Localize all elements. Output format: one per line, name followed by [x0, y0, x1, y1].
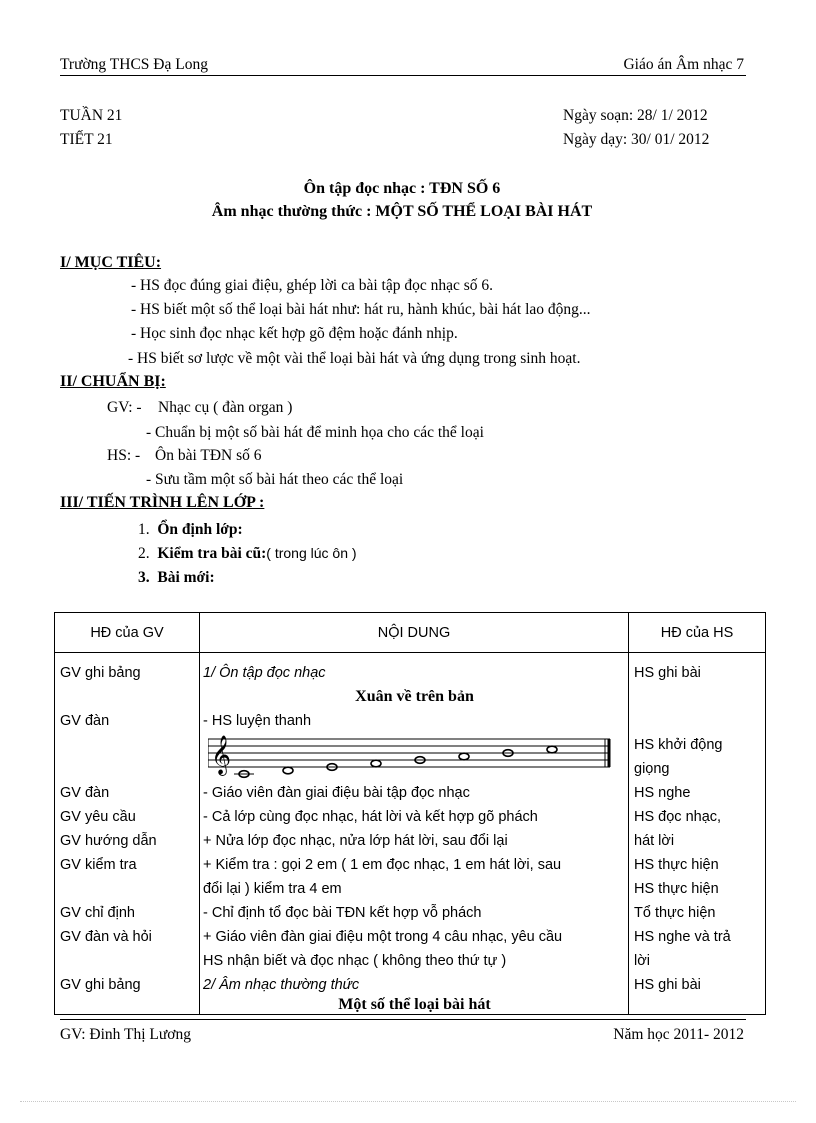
- step-1: [138, 521, 243, 539]
- content-line: - Cả lớp cùng đọc nhạc, hát lời và kết hợp gõ phách: [203, 809, 538, 825]
- hs-label: HS: -: [107, 447, 141, 464]
- content-column: [200, 653, 629, 1015]
- note: [459, 753, 469, 760]
- hs-row: giọng: [634, 761, 670, 777]
- hs-row: HS thực hiện: [634, 881, 719, 897]
- content-line: - Chỉ định tổ đọc bài TĐN kết hợp vỗ phách: [203, 905, 482, 921]
- footer-teacher: GV: Đinh Thị Lương: [60, 1026, 191, 1043]
- gv-column: [55, 653, 200, 1015]
- objective-3: - Học sinh đọc nhạc kết hợp gõ đệm hoặc đánh nhịp.: [131, 325, 458, 342]
- objective-1: - HS đọc đúng giai điệu, ghép lời ca bài tập đọc nhạc số 6.: [131, 277, 494, 294]
- title-line2: Âm nhạc thường thức : MỘT SỐ THỂ LOẠI BÀI HÁT: [211, 203, 593, 220]
- music-staff: [208, 733, 618, 781]
- header-subject: Giáo án Âm nhạc 7: [623, 56, 744, 73]
- hs-row: HS khởi động: [634, 737, 723, 753]
- hs-row: Tổ thực hiện: [634, 905, 716, 921]
- part-1-title: 1/ Ôn tập đọc nhạc: [203, 665, 326, 681]
- lesson-table: [54, 612, 766, 1015]
- step-2-title: Kiểm tra bài cũ:: [157, 545, 267, 562]
- header-divider: [60, 75, 746, 76]
- hs-row: HS ghi bài: [634, 977, 701, 993]
- gv-row: GV yêu cầu: [60, 809, 136, 825]
- objective-2: - HS biết một số thể loại bài hát như: hát ru, hành khúc, bài hát lao động...: [131, 301, 591, 318]
- gv-prep-2: - Chuẩn bị một số bài hát để minh họa cho các thể loại: [146, 424, 484, 441]
- part-2-title: 2/ Âm nhạc thường thức: [203, 977, 360, 993]
- gv-row: GV kiểm tra: [60, 857, 137, 873]
- prep-date: Ngày soạn: 28/ 1/ 2012: [563, 107, 708, 124]
- note: [283, 767, 293, 774]
- hs-row: HS nghe và trả: [634, 929, 731, 945]
- gv-prep-1: Nhạc cụ ( đàn organ ): [158, 399, 293, 416]
- hs-row: HS ghi bài: [634, 665, 701, 681]
- footer-year: Năm học 2011- 2012: [613, 1026, 744, 1043]
- step-2-number: 2.: [138, 545, 150, 562]
- hs-row: lời: [634, 953, 650, 969]
- gv-label: GV: -: [107, 399, 142, 416]
- step-3: [138, 569, 215, 587]
- footer-divider: [60, 1019, 746, 1020]
- treble-clef-icon: 𝄞: [211, 735, 232, 775]
- step-3-title: Bài mới:: [157, 569, 215, 586]
- step-1-number: 1.: [138, 521, 150, 538]
- gv-row: GV ghi bảng: [60, 977, 141, 993]
- content-line: - Giáo viên đàn giai điệu bài tập đọc nhạc: [203, 785, 470, 801]
- part-2-subtitle: Một số thể loại bài hát: [338, 996, 491, 1013]
- hs-row: HS thực hiện: [634, 857, 719, 873]
- section-2-heading: II/ CHUẨN BỊ:: [60, 373, 166, 390]
- content-line: HS nhận biết và đọc nhạc ( không theo thứ tự ): [203, 953, 507, 969]
- content-line: + Kiểm tra : gọi 2 em ( 1 em đọc nhạc, 1 em hát lời, sau: [203, 857, 562, 873]
- step-2: [138, 545, 357, 563]
- hs-row: HS nghe: [634, 785, 691, 801]
- hs-row: hát lời: [634, 833, 675, 849]
- step-1-title: Ổn định lớp:: [157, 521, 243, 538]
- step-2-note: ( trong lúc ôn ): [266, 545, 357, 561]
- gv-row: GV đàn: [60, 785, 110, 801]
- song-title: Xuân về trên bản: [355, 688, 474, 705]
- hs-prep-2: - Sưu tầm một số bài hát theo các thể loại: [146, 471, 404, 488]
- section-3-heading: III/ TIẾN TRÌNH LÊN LỚP :: [60, 494, 265, 511]
- step-3-number: 3.: [138, 569, 150, 586]
- objective-4: - HS biết sơ lược về một vài thể loại bài hát và ứng dụng trong sinh hoạt.: [128, 350, 581, 367]
- section-1-heading: I/ MỤC TIÊU:: [60, 254, 162, 271]
- lesson: TIẾT 21: [60, 131, 113, 148]
- note: [371, 760, 381, 767]
- warmup-line: - HS luyện thanh: [203, 713, 312, 729]
- content-line: + Giáo viên đàn giai điệu một trong 4 câu nhạc, yêu cầu: [203, 929, 563, 945]
- gv-row: GV đàn: [60, 713, 110, 729]
- hs-column: [629, 653, 766, 1015]
- content-line: đổi lại ) kiểm tra 4 em: [203, 881, 342, 897]
- title-line1: Ôn tập đọc nhạc : TĐN SỐ 6: [303, 180, 501, 197]
- gv-row: GV chỉ định: [60, 905, 135, 921]
- hs-row: HS đọc nhạc,: [634, 809, 722, 825]
- week: TUẦN 21: [60, 107, 123, 124]
- header-hs: HĐ của HS: [629, 613, 766, 653]
- header-school: Trường THCS Đạ Long: [60, 56, 208, 73]
- page-edge: [20, 1101, 796, 1102]
- teach-date: Ngày dạy: 30/ 01/ 2012: [563, 131, 710, 148]
- content-line: + Nửa lớp đọc nhạc, nửa lớp hát lời, sau đổi lại: [203, 833, 508, 849]
- table-header-row: [55, 613, 766, 653]
- hs-prep-1: Ôn bài TĐN số 6: [155, 447, 262, 464]
- table-body-row: [55, 653, 766, 1015]
- gv-row: GV ghi bảng: [60, 665, 141, 681]
- gv-row: GV đàn và hỏi: [60, 929, 152, 945]
- gv-row: GV hướng dẫn: [60, 833, 157, 849]
- header-content: NỘI DUNG: [200, 613, 629, 653]
- note: [547, 746, 557, 753]
- header-gv: HĐ của GV: [55, 613, 200, 653]
